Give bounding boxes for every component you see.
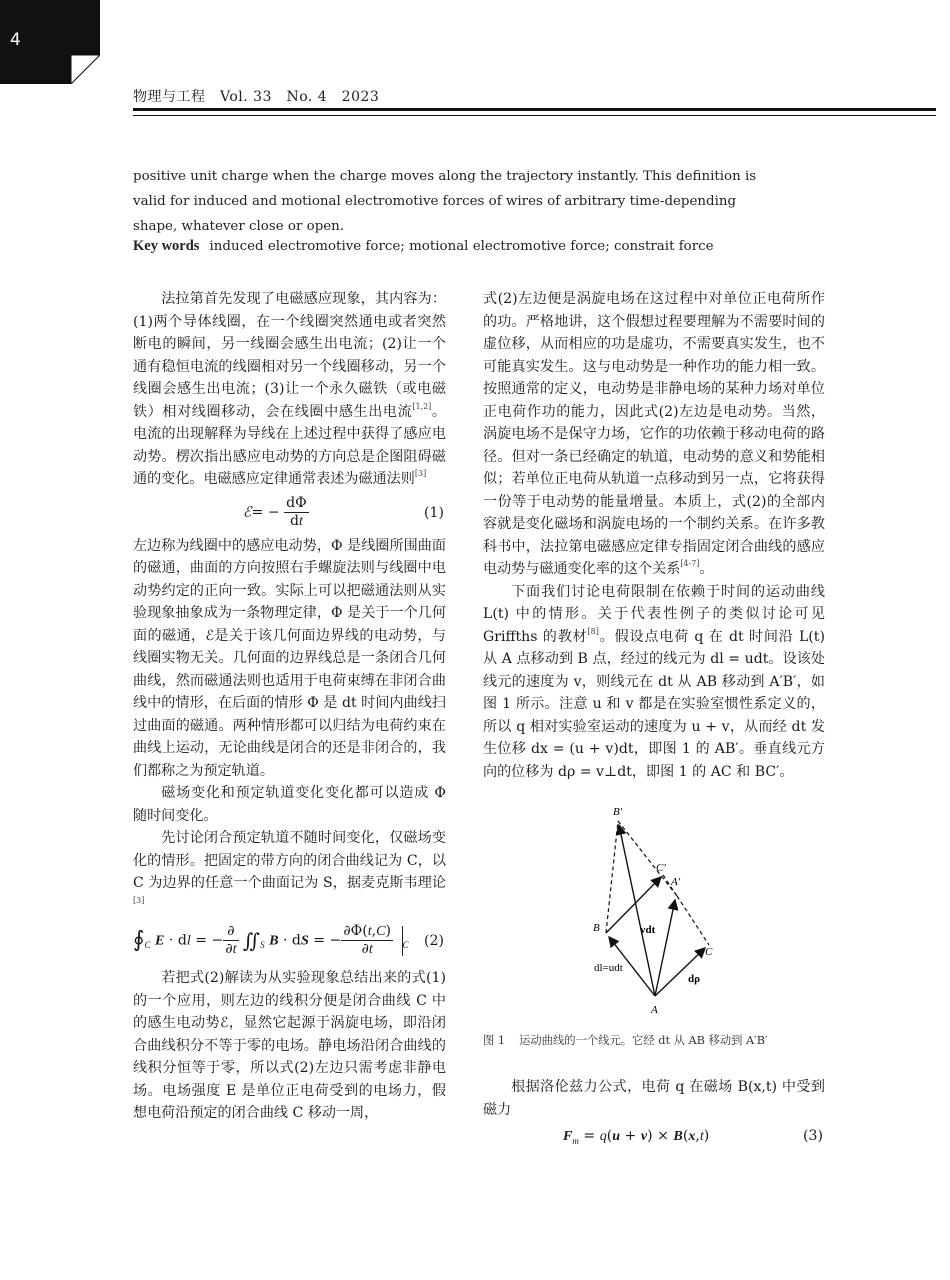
equation-2: $∮_C$ E · dl = − $\frac{\partial}{\partial t}$ $∬_S$ B · dS = − $\frac{\partial\Phi(t,C)}{\partial t}$ $_C$ (2) — [133, 923, 444, 957]
journal-header: 物理与工程 Vol. 33 No. 4 2023 — [133, 89, 380, 105]
label-Ap: A′ — [671, 876, 681, 888]
citation[interactable]: [1,2] — [412, 401, 432, 411]
label-vdt: vdt — [640, 924, 656, 936]
citation[interactable]: [3] — [133, 895, 145, 905]
citation[interactable]: [4-7] — [680, 559, 700, 568]
paragraph: 若把式(2)解读为从实验现象总结出来的式(1)的一个应用，则左边的线积分便是闭合曲线 C 中的感生电动势ℰ，显然它起源于涡旋电场，即沿闭合曲线积分不等于零的电场。静电场沿闭合曲线的线积分恒等于零，所以式(2)左边只需考虑非静电场。电场强度 E 是单位正电荷受到的电场力，假想电荷沿预定的闭合曲线 C 移动一周， — [133, 970, 446, 1121]
segment-B-Bp — [606, 821, 618, 933]
paragraph: 左边称为线圈中的感应电动势，Φ 是线圈所围曲面的磁通，曲面的方向按照右手螺旋法则与线圈中电动势约定的正向一致。实际上可以把磁通法则从实验现象抽象成为一条物理定律，Φ 是关于一个几何面的磁通，ℰ是关于该几何面边界线的电动势，与线圈实物无关。几何面的边界线总是一条闭合几何曲线，然而磁通法则也适用于电荷束缚在非闭合曲线中的情形，在后面的情形 Φ 是 dt 时间内曲线扫过曲面的磁通。两种情形都可以归结为电荷约束在曲线上运动，无论曲线是闭合的还是非闭合的，我们都称之为预定轨道。 — [133, 537, 446, 779]
abstract-line: shape, whatever close or open. — [133, 219, 345, 234]
keywords-text: induced electromotive force; motional electromotive force; constrait force — [209, 239, 714, 254]
paragraph: 磁场变化和预定轨道变化变化都可以造成 Φ 随时间变化。 — [133, 785, 446, 824]
header-rule-thick — [133, 108, 936, 111]
citation[interactable]: [3] — [414, 469, 427, 478]
equation-1: ℰ= − $\frac{d\Phi}{dt}$ (1) — [243, 494, 444, 529]
paragraph: 式(2)左边便是涡旋电场在这过程中对单位正电荷所作的功。严格地讲，这个假想过程要理解为不需要时间的虚位移，从而相应的功是虚功，不需要真实发生，也不可能真实发生。这与电动势是一种作功的能力相一致。按照通常的定义，电动势是非静电场的某种力场对单位正电荷作功的能力，因此式(2)左边是电动势。当然，涡旋电场不是保守力场，它作的功依赖于移动电荷的路径。但对一条已经确定的轨道，电动势的意义和势能相似；若单位正电荷从轨道一点移动到另一点，它将获得一份等于电动势的能量增量。本质上，式(2)的全部内容就是变化磁场和涡旋电场的一个制约关系。在许多教科书中，法拉第电磁感应定律专指固定闭合曲线的感应电动势与磁通变化率的这个关系[4-7]。 — [483, 291, 825, 577]
label-Bp: B′ — [613, 806, 623, 818]
figure-1 — [483, 791, 825, 1026]
vector-AAp-vdt — [655, 900, 675, 996]
equation-number: (1) — [424, 504, 444, 521]
abstract-text — [133, 164, 796, 239]
paragraph: 下面我们讨论电荷限制在依赖于时间的运动曲线 L(t) 中的情形。关于代表性例子的类似讨论可见 Griffths 的教材[8]。假设点电荷 q 在 dt 时间沿 L(t) 从 A 点移动到 B 点，经过的线元为 dl = udt。设该处线元的速度为 v，则线元在 dt 从 AB 移动到 A′B′，如图 1 所示。注意 u 和 v 都是在实验室惯性系定义的，所以 q 相对实验室运动的速度为 u + v，从而经 dt 发生位移 dx = (u + v)dt，即图 1 的 AB′。垂直线元方向的位移为 dρ = v⊥dt，即图 1 的 AC 和 BC′。 — [483, 583, 825, 780]
right-column — [483, 288, 825, 1151]
label-Cp: C′ — [656, 862, 666, 874]
figure-caption — [483, 1032, 825, 1050]
left-column — [133, 288, 446, 1125]
figure-label: 图 1 — [483, 1034, 506, 1047]
abstract-line: valid for induced and motional electromotive forces of wires of arbitrary time-depending — [133, 194, 737, 209]
vector-ABp — [619, 825, 655, 996]
header-rule-thin — [133, 115, 936, 116]
label-drho: dρ — [688, 973, 701, 985]
paragraph: 根据洛伦兹力公式，电荷 q 在磁场 B(x,t) 中受到磁力 — [483, 1079, 825, 1118]
label-C: C — [705, 946, 713, 958]
vector-AC-drho — [655, 948, 705, 996]
label-dl: dl=udt — [594, 962, 623, 974]
equation-3: $F_m = q(u + v) \times B(x,t)$ (3) — [483, 1121, 825, 1151]
paragraph: 先讨论闭合预定轨道不随时间变化，仅磁场变化的情形。把固定的带方向的闭合曲线记为 C，以 C 为边界的任意一个曲面记为 S，据麦克斯韦理论[3] — [133, 830, 446, 905]
figure-caption-text: 运动曲线的一个线元。它经 dt 从 AB 移动到 A′B′ — [519, 1034, 768, 1047]
abstract-line: positive unit charge when the charge moves along the trajectory instantly. This definition is — [133, 169, 757, 184]
label-A: A — [651, 1004, 658, 1016]
segment-Ap-C — [677, 896, 709, 945]
figure-1-diagram — [483, 791, 825, 1026]
label-B: B — [593, 922, 600, 934]
page-number: 4 — [10, 30, 21, 50]
equation-number: (3) — [803, 1128, 823, 1144]
paragraph: 法拉第首先发现了电磁感应现象，其内容为：(1)两个导体线圈，在一个线圈突然通电或者突然断电的瞬间，另一线圈会感生出电流；(2)让一个通有稳恒电流的线圈相对另一个线圈移动，另一个线圈会感生出电流；(3)让一个永久磁铁（或电磁铁）相对线圈移动，会在线圈中感生出电流[1,2]。电流的出现解释为导线在上述过程中获得了感应电动势。楞次指出感应电动势的方向总是企图阻碍磁通的变化。电磁感应定律通常表述为磁通法则[3] — [133, 291, 446, 487]
equation-number: (2) — [424, 933, 444, 949]
citation[interactable]: [8] — [587, 626, 599, 636]
keywords-label: Key words — [133, 238, 200, 254]
keywords — [133, 238, 714, 255]
segment-Bp-Ap — [618, 821, 677, 896]
